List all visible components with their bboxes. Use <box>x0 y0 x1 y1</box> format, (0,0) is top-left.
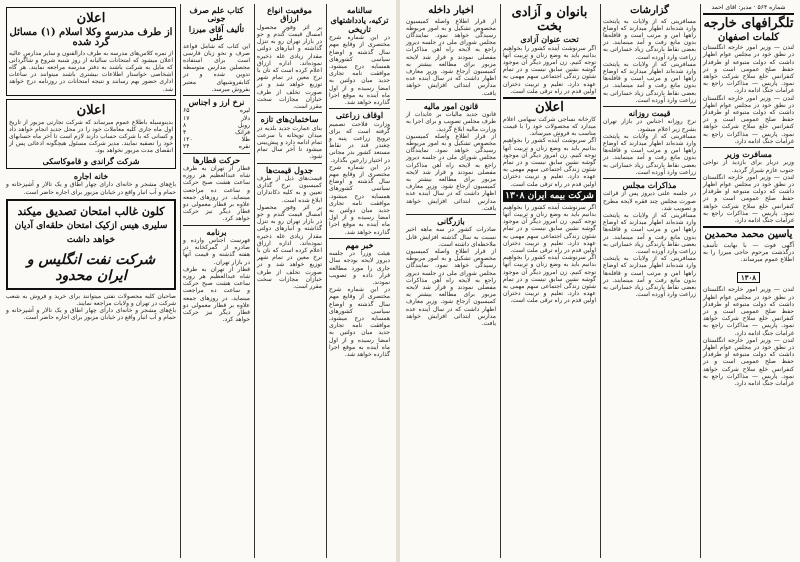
finance-law-body-cont: از قرار اطلاع واصله کمیسیون مخصوص تشکیل و به امور مربوطه رسیدگی خواهد نمود. نمایندگان مجلس شورای ملی در جلسه دیروز راجع به لایحه راه آهن مذاکرات مفصلی نمودند و قرار شد لایحه مزبور برای مطالعه بیشتر به کمیسیون ارجاع شود. وزیر معارف اظهار داشت که در سال آینده عده مدارس ابتدائی افزایش خواهد یافت. <box>406 132 496 212</box>
ad-line-2: سلیری هیس ازکیک امتحان حلقه‌ای آدیان <box>14 220 168 231</box>
price-table-body: قیمت‌های ذیل از طرف کمیسیون نرخ گذاری تعیین و به کلیه دکانداران ابلاغ شده است. <box>257 175 322 204</box>
finance-law-heading: قانون امور مالیه <box>423 100 479 111</box>
rate-row <box>183 107 250 114</box>
date-stamp: ۱۳۰۸ <box>737 272 760 283</box>
rates-list <box>183 107 250 150</box>
rate-value: ۱۲۰ <box>183 136 193 144</box>
women-subheading: تحت عنوان آزادی <box>520 34 579 45</box>
price-table-heading: جدول قیمت‌ها <box>266 164 313 175</box>
rate-value: ۶۵ <box>183 107 190 115</box>
parliament-body-cont-2: مسافرینی که از ولایات به پایتخت وارد شده‌اند اظهار میدارند که اوضاع راهها امن و مرتب است و قافله‌ها بدون مانع رفت و آمد مینمایند. در بعضی نقاط بارندگی زیاد خساراتی به زراعت وارد آورده است. <box>603 255 696 299</box>
grammar-book-heading: کتاب علم صرف جونی <box>189 5 244 24</box>
commerce-body: صادرات کشور در سه ماهه اخیر نسبت به سال گذشته افزایش قابل ملاحظه‌ای داشته است. <box>406 226 496 248</box>
notice-1-subheading: از طرف مدرسه وکلا اسلام (۱) مسائل گرد شده <box>9 26 173 49</box>
col8-tail-text: لندن — وزیر امور خارجه انگلستان در نطق خود در مجلس عوام اظهار داشت که دولت متبوعه او طرفدار حفظ صلح عمومی است و در کنفرانس خلع سلاح شرکت خواهد نمود. پاریس — مذاکرات راجع به غرامات جنگ ادامه دارد. <box>703 286 794 337</box>
program-heading: برنامه <box>206 226 227 237</box>
obituary-body: آگهی فوت — با نهایت تأسف درگذشت مرحوم حاجی میرزا را به اطلاع عموم میرساند. <box>703 241 794 264</box>
foreign-telegrams-heading: تلگرافهای خارجه <box>703 16 794 31</box>
foreign-telegrams-subheading: کلمات اصفهان <box>717 31 780 43</box>
notice-2-heading: اعلان <box>76 102 106 118</box>
important-news-body: هیئت وزرا در جلسه دیروز لایحه بودجه سال جاری را مورد مطالعه قرار داده و تصویب نمودند. <box>329 250 390 287</box>
notice-box-2 <box>6 99 176 169</box>
grammar-book-body: این کتاب که شامل قواعد صرف و نحو زبان فارسی است برای استفاده محصلین مدارس متوسطه تدوین شده و در کتابفروشیهای معتبر بفروش میرسد. <box>183 42 250 93</box>
obituary-heading: یاسین محمد محمدین <box>704 229 793 241</box>
foreign-telegrams-body-cont: لندن — وزیر امور خارجه انگلستان در نطق خود در مجلس عوام اظهار داشت که دولت متبوعه او طرفدار حفظ صلح عمومی است و در کنفرانس خلع سلاح شرکت خواهد نمود. پاریس — مذاکرات راجع به غرامات جنگ ادامه دارد. <box>703 94 794 145</box>
parliament-body: در جلسه علنی دیروز پس از قرائت صورت مجلس چند فقره لایحه مطرح و تصویب شد. <box>603 190 696 212</box>
insurance-banner: شرکت بیمه ایران ۱۳۰۸ <box>503 190 596 202</box>
rate-name: طلا <box>241 136 250 144</box>
food-supply-heading: موقعیت انواع ارزاق <box>267 5 312 24</box>
rate-row <box>183 115 250 122</box>
agriculture-body-cont: در این شماره شرح مختصری از وقایع مهم سال گذشته و اوضاع سیاسی کشورهای همسایه درج میشود. موافقت نامه تجاری جدید میان دولتین به امضا رسیده و از اول ماه آینده به موقع اجرا گذارده خواهد شد. <box>329 163 390 236</box>
important-news-body-cont: در این شماره شرح مختصری از وقایع مهم سال گذشته و اوضاع سیاسی کشورهای همسایه درج میشود. موافقت نامه تجاری جدید میان دولتین به امضا رسیده و از اول ماه آینده به موقع اجرا گذارده خواهد شد. <box>329 286 390 359</box>
rate-row <box>183 143 250 150</box>
minister-travel-heading: مسافرت وزیر <box>725 148 772 159</box>
page-gutter <box>396 0 400 562</box>
almanac-subheading: ترکیه، یادداشتهای تاریخی <box>330 15 389 34</box>
domestic-news-heading: اخبار داخله <box>428 5 474 16</box>
trains-body: قطار از تهران به طرف شاه عبدالعظیم هر روزه ساعت هشت صبح حرکت و ساعت ده مراجعت مینماید. در روزهای جمعه علاوه بر قطار معمولی دو قطار دیگر نیز حرکت خواهد کرد. <box>183 164 250 223</box>
rate-row <box>183 122 250 129</box>
women-article-cont-2: اگر سرنوشت آینده کشور را بخواهیم بدانیم باید به وضع زنان و تربیت آنها توجه کنیم. زن امروز دیگر آن موجود گوشه نشین سابق نیست و در تمام شئون زندگی اجتماعی سهم مهمی به عهده دارد. تعلیم و تربیت دختران اولین قدم در راه ترقی ملت است. <box>503 203 596 254</box>
column-right-5 <box>404 4 498 558</box>
finance-law-body: قانون جدید مالیات بر عایدات از طرف مجلس تصویب و برای اجرا به وزارت مالیه ابلاغ گردید. <box>406 111 496 133</box>
commerce-heading: بازرگانی <box>437 215 465 226</box>
almanac-heading: سالنامه <box>346 5 372 15</box>
commerce-body-cont: از قرار اطلاع واصله کمیسیون مخصوص تشکیل و به امور مربوطه رسیدگی خواهد نمود. نمایندگان مجلس شورای ملی در جلسه دیروز راجع به لایحه راه آهن مذاکرات مفصلی نمودند و قرار شد لایحه مزبور برای مطالعه بیشتر به کمیسیون ارجاع شود. وزیر معارف اظهار داشت که در سال آینده عده مدارس ابتدائی افزایش خواهد یافت. <box>406 247 496 327</box>
column-left-1 <box>4 4 178 558</box>
domestic-news-body: از قرار اطلاع واصله کمیسیون مخصوص تشکیل و به امور مربوطه رسیدگی خواهد نمود. نمایندگان مجلس شورای ملی در جلسه دیروز راجع به لایحه راه آهن مذاکرات مفصلی نمودند و قرار شد لایحه مزبور برای مطالعه بیشتر به کمیسیون ارجاع شود. وزیر معارف اظهار داشت که در سال آینده عده مدارس ابتدائی افزایش خواهد یافت. <box>406 17 496 97</box>
oil-company-advertisement <box>6 199 176 290</box>
rate-value: ۴ <box>183 128 187 136</box>
right-page <box>404 4 796 558</box>
rate-row <box>183 129 250 136</box>
notice-heading-right: اعلان <box>535 100 564 116</box>
almanac-body: در این شماره شرح مختصری از وقایع مهم سال گذشته و اوضاع سیاسی کشورهای همسایه درج میشود. موافقت نامه تجاری جدید میان دولتین به امضا رسیده و از اول ماه آینده به موقع اجرا گذارده خواهد شد. <box>329 34 390 106</box>
agriculture-heading: اوقاف زراعتی <box>335 110 384 121</box>
rate-value: ۱۷ <box>183 114 190 122</box>
house-for-rent-body: باغ‌های مشجر و خانه‌ای دارای چهار اطاق و یک تالار و آشپزخانه و حمام و آب انبار واقع در خیابان مزبور برای اجاره حاضر است. <box>6 181 176 196</box>
left-page <box>4 4 392 558</box>
food-supply-cont: بر اثر وفور محصول امسال قیمت گندم و جو در بازار تهران رو به تنزل گذاشته و انبارهای دولتی مقدار زیادی غله ذخیره نموده‌اند. اداره ارزاق اعلام کرده است که نان با نرخ معین در تمام شهر توزیع خواهد شد و در صورت تخلف از طرف خبازان مجازات سخت مقرر است. <box>257 203 322 291</box>
col8-tail-text-2: لندن — وزیر امور خارجه انگلستان در نطق خود در مجلس عوام اظهار داشت که دولت متبوعه او طرفدار حفظ صلح عمومی است و در کنفرانس خلع سلاح شرکت خواهد نمود. پاریس — مذاکرات راجع به غرامات جنگ ادامه دارد. <box>703 336 794 387</box>
rate-name: فرانک <box>235 128 250 136</box>
rate-value: ۸ <box>183 121 187 129</box>
house-for-rent-cont: باغ‌های مشجر و خانه‌ای دارای چهار اطاق و یک تالار و آشپزخانه و حمام و آب انبار واقع در خیابان مزبور برای اجاره حاضر است. <box>6 307 176 322</box>
ad-line-1: کلون غالب امتحان تصدیق میکند <box>17 204 165 218</box>
foreign-telegrams-body: لندن — وزیر امور خارجه انگلستان در نطق خود در مجلس عوام اظهار داشت که دولت متبوعه او طرفدار حفظ صلح عمومی است و در کنفرانس خلع سلاح شرکت خواهد نمود. پاریس — مذاکرات راجع به غرامات جنگ ادامه دارد. <box>703 44 794 95</box>
reports-body-cont: مسافرینی که از ولایات به پایتخت وارد شده‌اند اظهار میدارند که اوضاع راهها امن و مرتب است و قافله‌ها بدون مانع رفت و آمد مینمایند. در بعضی نقاط بارندگی زیاد خساراتی به زراعت وارد آورده است. <box>603 60 696 104</box>
women-headline: بانوان و آزادی بخت <box>511 5 588 34</box>
rate-name: نقره <box>238 143 250 151</box>
rate-name: روبل <box>237 121 250 129</box>
women-article-cont-3: اگر سرنوشت آینده کشور را بخواهیم بدانیم باید به وضع زنان و تربیت آنها توجه کنیم. زن امروز دیگر آن موجود گوشه نشین سابق نیست و در تمام شئون زندگی اجتماعی سهم مهمی به عهده دارد. تعلیم و تربیت دختران اولین قدم در راه ترقی ملت است. <box>503 254 596 305</box>
daily-prices-body: نرخ روزانه اجناس در بازار تهران بشرح زیر اعلام میشود. <box>603 118 696 133</box>
column-right-7 <box>600 4 698 558</box>
daily-prices-body-cont: مسافرینی که از ولایات به پایتخت وارد شده‌اند اظهار میدارند که اوضاع راهها امن و مرتب است و قافله‌ها بدون مانع رفت و آمد مینمایند. در بعضی نقاط بارندگی زیاد خساراتی به زراعت وارد آورده است. <box>603 132 696 176</box>
issue-number: شماره ۵۶۴ <box>757 4 786 11</box>
agriculture-body: وزارت فلاحت تصمیم گرفته است که برای ترویج زراعت پنبه و چغندر قند در نقاط مستعد کشور بذر مجانی در اختیار زارعین بگذارد. <box>329 120 390 164</box>
women-article-body: اگر سرنوشت آینده کشور را بخواهیم بدانیم باید به وضع زنان و تربیت آنها توجه کنیم. زن امروز دیگر آن موجود گوشه نشین سابق نیست و در تمام شئون زندگی اجتماعی سهم مهمی به عهده دارد. تعلیم و تربیت دختران اولین قدم در راه ترقی ملت است. <box>503 44 596 95</box>
food-supply-body: بر اثر وفور محصول امسال قیمت گندم و جو در بازار تهران رو به تنزل گذاشته و انبارهای دولتی مقدار زیادی غله ذخیره نموده‌اند. اداره ارزاق اعلام کرده است که نان با نرخ معین در تمام شهر توزیع خواهد شد و در صورت تخلف از طرف خبازان مجازات سخت مقرر است. <box>257 23 322 111</box>
masthead-strip: شماره ۵۶۴ · مدیر: آقای احمد <box>711 4 786 11</box>
trains-heading: حرکت قطارها <box>192 154 241 165</box>
column-left-3 <box>254 4 324 558</box>
column-right-8 <box>700 4 796 558</box>
parliament-heading: مذاکرات مجلس <box>622 179 677 190</box>
rate-name: دلار <box>241 114 250 122</box>
ad-firm-name: شرکت نفت انگلیس و ایران محدود <box>26 251 156 284</box>
ad-line-3: خواهد داشت <box>66 234 116 245</box>
notice-body-right: کارخانه نساجی شرکت سهامی اعلام میدارد که محصولات خود را با قیمت مناسب به فروش میرساند. <box>503 115 596 138</box>
important-news-heading: خبر مهم <box>345 239 374 250</box>
editor-line: مدیر: آقای احمد <box>711 4 752 11</box>
grammar-book-author: تألیف آقای میرزا علی <box>188 23 245 43</box>
ad-footer-text: صاحبان کلیه محصولات نفتی میتوانند برای خرید و فروش به شعب شرکت در تهران و ولایات مراجعه نمایند. <box>6 292 176 307</box>
house-for-rent-heading: خانه اجاره <box>73 170 109 181</box>
minister-travel-body: وزیر دربار برای بازدید از نواحی جنوب عازم شیراز گردید. <box>703 159 794 174</box>
trains-body-cont: قطار از تهران به طرف شاه عبدالعظیم هر روزه ساعت هشت صبح حرکت و ساعت ده مراجعت مینماید. در روزهای جمعه علاوه بر قطار معمولی دو قطار دیگر نیز حرکت خواهد کرد. <box>183 265 250 324</box>
buildings-heading: ساختمان‌های تازه <box>260 114 319 125</box>
notice-1-body: از نمره کلاس‌های مدرسه به طرف دارالفنون و سایر مدارس عالیه اعلان میشود که امتحانات سالیانه از روز شنبه شروع و شاگردانی که مایل به شرکت باشند به دفتر مدرسه مراجعه نمایند. هر گاه اشخاصی خواستار اطلاعات بیشتری باشند میتوانند در ساعات اداری حضور بهم رسانند و نتیجه امتحانات در روزنامه درج خواهد شد. <box>9 49 173 93</box>
rate-row <box>183 136 250 143</box>
reports-body: مسافرینی که از ولایات به پایتخت وارد شده‌اند اظهار میدارند که اوضاع راهها امن و مرتب است و قافله‌ها بدون مانع رفت و آمد مینمایند. در بعضی نقاط بارندگی زیاد خساراتی به زراعت وارد آورده است. <box>603 17 696 61</box>
notice-2-body: بدینوسیله باطلاع عموم میرساند که شرکت تجارتی مزبور از تاریخ اول ماه جاری کلیه معاملات خود را در محل جدید انجام خواهد داد و کسانی که با شرکت حساب دارند لازم است تا آخر ماه حسابهای خود را تصفیه نمایند. مدیر شرکت مسئول هیچگونه ادعائی پس از انقضای مدت مزبور نخواهد بود. <box>9 118 173 155</box>
reports-heading: گزارشات <box>630 5 669 16</box>
notice-box-1 <box>6 7 176 96</box>
minister-travel-body-cont: لندن — وزیر امور خارجه انگلستان در نطق خود در مجلس عوام اظهار داشت که دولت متبوعه او طرفدار حفظ صلح عمومی است و در کنفرانس خلع سلاح شرکت خواهد نمود. پاریس — مذاکرات راجع به غرامات جنگ ادامه دارد. <box>703 173 794 224</box>
rates-heading: نرخ ارز و اجناس <box>188 96 245 107</box>
women-article-cont: اگر سرنوشت آینده کشور را بخواهیم بدانیم باید به وضع زنان و تربیت آنها توجه کنیم. زن امروز دیگر آن موجود گوشه نشین سابق نیست و در تمام شئون زندگی اجتماعی سهم مهمی به عهده دارد. تعلیم و تربیت دختران اولین قدم در راه ترقی ملت است. <box>503 137 596 188</box>
column-right-6 <box>500 4 598 558</box>
notice-2-signature: شرکت گراندی و قاموکاسکی <box>42 155 140 166</box>
column-left-2 <box>180 4 252 558</box>
daily-prices-heading: قیمت روزانه <box>628 107 671 118</box>
rate-value: ۲۴ <box>183 143 190 151</box>
buildings-body: بنای عمارت جدید بلدیه در میدان توپخانه با سرعت تمام ادامه دارد و پیش‌بینی میشود تا آخر سال تمام شود. <box>257 124 322 161</box>
parliament-body-cont: مسافرینی که از ولایات به پایتخت وارد شده‌اند اظهار میدارند که اوضاع راهها امن و مرتب است و قافله‌ها بدون مانع رفت و آمد مینمایند. در بعضی نقاط بارندگی زیاد خساراتی به زراعت وارد آورده است. <box>603 211 696 255</box>
column-left-4 <box>326 4 392 558</box>
program-body: فهرست اجناس وارده و صادره از گمرکخانه در هفته گذشته و قیمت آنها در بازار تهران. <box>183 237 250 266</box>
rate-name: لیره <box>239 107 250 115</box>
notice-1-heading: اعلان <box>76 11 106 26</box>
